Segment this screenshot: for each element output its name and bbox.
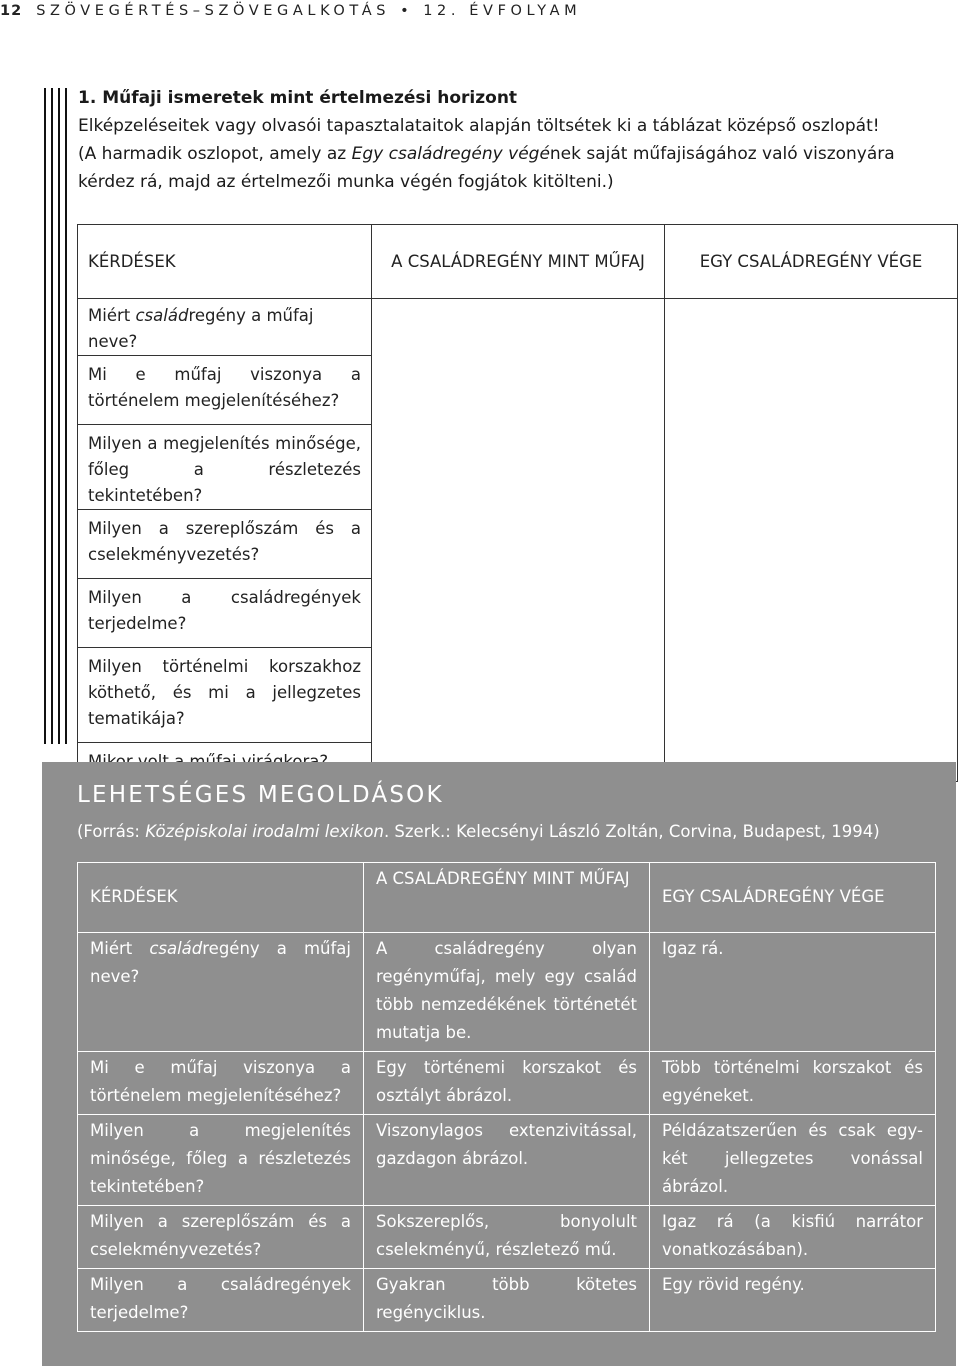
solution-genre: Viszonylagos extenzivitással, gazdagon ábrázol.	[364, 1115, 650, 1206]
solutions-title: LEHETSÉGES MEGOLDÁSOK	[77, 782, 444, 808]
solution-genre: Egy történemi korszakot és osztályt ábrázol.	[364, 1052, 650, 1115]
task-line: Elképzeléseitek vagy olvasói tapasztalataitok alapján töltsétek ki a táblázat középső oszlopát!	[78, 116, 880, 136]
worksheet-question: Milyen történelmi korszakhoz köthető, és mi a jellegzetes tematikája?	[78, 648, 372, 743]
solution-end: Egy rövid regény.	[650, 1269, 936, 1332]
solution-question: Miért családregény a műfaj neve?	[78, 933, 364, 1052]
worksheet-question: Mi e műfaj viszonya a történelem megjelenítéséhez?	[78, 356, 372, 425]
task-title: 1. Műfaji ismeretek mint értelmezési horizont	[78, 88, 518, 108]
task-line: kérdez rá, majd az értelmezői munka végén fogjátok kitölteni.)	[78, 172, 614, 192]
margin-bar	[58, 88, 60, 744]
solution-genre: A családregény olyan regényműfaj, mely egy család több nemzedékének történetét mutatja be.	[364, 933, 650, 1052]
worksheet-header-questions: KÉRDÉSEK	[78, 225, 372, 299]
solution-question: Milyen a szereplőszám és a cselekményvezetés?	[78, 1206, 364, 1269]
solutions-table	[77, 862, 936, 1332]
worksheet-question: Milyen a megjelenítés minősége, főleg a részletezés tekintetében?	[78, 425, 372, 510]
worksheet-header-end: EGY CSALÁDREGÉNY VÉGE	[665, 225, 958, 299]
running-title-right: 12. ÉVFOLYAM	[423, 3, 582, 19]
worksheet-table	[77, 224, 958, 782]
solution-end: Több történelmi korszakot és egyéneket.	[650, 1052, 936, 1115]
task-line: (A harmadik oszlopot, amely az Egy családregény végének saját műfajiságához való viszonyára	[78, 144, 895, 164]
running-header	[0, 0, 960, 24]
solution-end: Igaz rá.	[650, 933, 936, 1052]
running-title-left: SZÖVEGÉRTÉS–SZÖVEGALKOTÁS	[36, 3, 391, 19]
genre-answer-cell[interactable]	[372, 299, 665, 782]
solutions-box	[42, 762, 956, 1366]
worksheet-question: Milyen a családregények terjedelme?	[78, 579, 372, 648]
solution-question: Milyen a megjelenítés minősége, főleg a részletezés tekintetében?	[78, 1115, 364, 1206]
header-bullet: •	[400, 3, 414, 19]
end-answer-cell[interactable]	[665, 299, 958, 782]
solution-end: Példázatszerűen és csak egy-két jellegzetes vonással ábrázol.	[650, 1115, 936, 1206]
margin-bar	[44, 88, 46, 744]
worksheet-question: Miért családregény a műfaj neve?	[78, 299, 372, 356]
worksheet-question: Milyen a szereplőszám és a cselekményvezetés?	[78, 510, 372, 579]
solution-question: Mi e műfaj viszonya a történelem megjelenítéséhez?	[78, 1052, 364, 1115]
task-instructions	[78, 84, 958, 196]
margin-bar	[51, 88, 53, 744]
page-number: 12	[0, 3, 23, 19]
solution-genre: Sokszereplős, bonyolult cselekményű, részletező mű.	[364, 1206, 650, 1269]
solutions-header-questions: KÉRDÉSEK	[78, 863, 364, 933]
margin-bar	[65, 88, 67, 744]
solutions-header-end: EGY CSALÁDREGÉNY VÉGE	[650, 863, 936, 933]
solutions-header-genre: A CSALÁDREGÉNY MINT MŰFAJ	[364, 863, 650, 933]
solution-end: Igaz rá (a kisfiú narrátor vonatkozásában).	[650, 1206, 936, 1269]
worksheet-header-genre: A CSALÁDREGÉNY MINT MŰFAJ	[372, 225, 665, 299]
solution-genre: Gyakran több kötetes regényciklus.	[364, 1269, 650, 1332]
solution-question: Milyen a családregények terjedelme?	[78, 1269, 364, 1332]
solutions-source: (Forrás: Középiskolai irodalmi lexikon. Szerk.: Kelecsényi László Zoltán, Corvina, Budapest, 1994)	[77, 822, 880, 841]
